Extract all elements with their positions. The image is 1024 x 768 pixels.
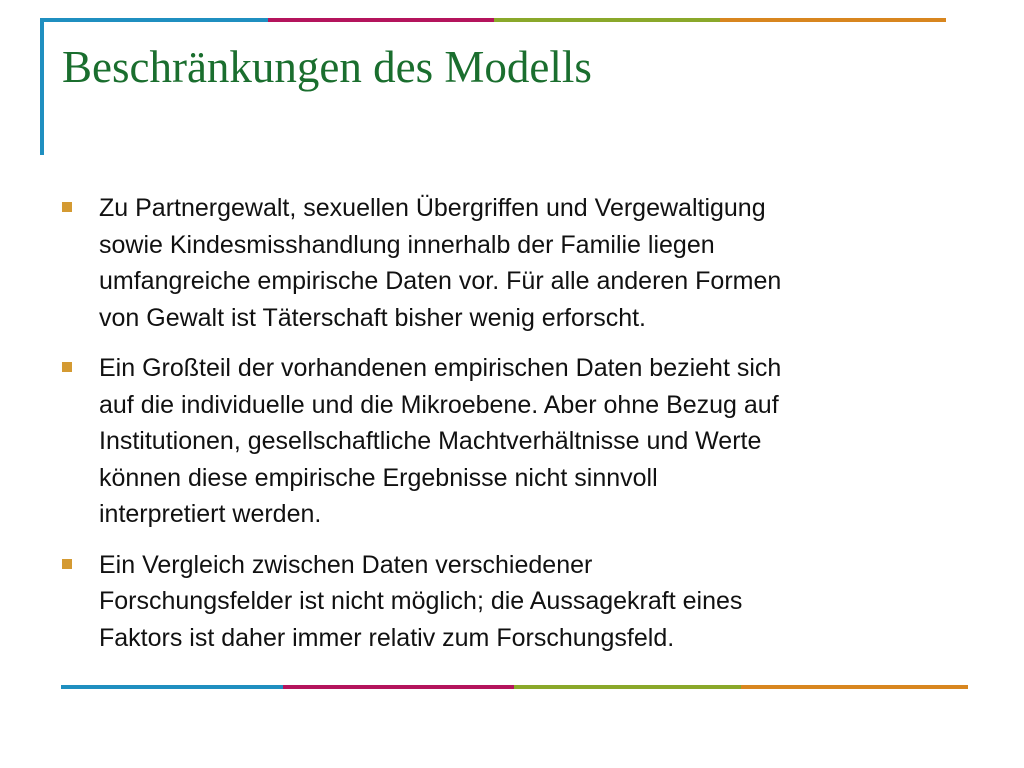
- left-accent-bar: [40, 18, 44, 155]
- stripe-segment-blue: [42, 18, 268, 22]
- text-line: sowie Kindesmisshandlung innerhalb der Familie liegen: [99, 230, 715, 259]
- bullet-text: [99, 547, 962, 657]
- bullet-item-3: [62, 547, 962, 657]
- bottom-color-stripe: [61, 685, 968, 689]
- square-bullet-icon: [62, 202, 72, 212]
- bullet-item-2: [62, 350, 962, 533]
- text-line: von Gewalt ist Täterschaft bisher wenig erforscht.: [99, 303, 646, 332]
- text-line: umfangreiche empirische Daten vor. Für alle anderen Formen: [99, 267, 782, 295]
- top-color-stripe: [42, 18, 946, 22]
- text-line: Zu Partnergewalt, sexuellen Übergriffen und Vergewaltigung: [99, 194, 766, 222]
- stripe-segment-orange: [720, 18, 946, 22]
- stripe-segment-orange: [741, 685, 968, 689]
- square-bullet-icon: [62, 559, 72, 569]
- text-line: Forschungsfelder ist nicht möglich; die Aussagekraft eines: [99, 587, 743, 615]
- stripe-segment-blue: [61, 685, 283, 689]
- bullet-item-1: [62, 190, 962, 336]
- text-line: Ein Großteil der vorhandenen empirischen Daten bezieht sich: [99, 354, 782, 382]
- stripe-segment-magenta: [283, 685, 514, 689]
- slide-title: Beschränkungen des Modells: [62, 42, 592, 92]
- text-line: können diese empirische Ergebnisse nicht sinnvoll: [99, 463, 658, 492]
- text-line: Ein Vergleich zwischen Daten verschiedener: [99, 550, 593, 579]
- text-line: Faktors ist daher immer relativ zum Forschungsfeld.: [99, 623, 675, 652]
- text-line: Institutionen, gesellschaftliche Machtverhältnisse und Werte: [99, 427, 762, 455]
- bullet-text: [99, 190, 962, 336]
- square-bullet-icon: [62, 362, 72, 372]
- text-line: interpretiert werden.: [99, 500, 322, 528]
- stripe-segment-green: [494, 18, 720, 22]
- stripe-segment-magenta: [268, 18, 494, 22]
- text-line: auf die individuelle und die Mikroebene. Aber ohne Bezug auf: [99, 390, 779, 419]
- bullet-text: [99, 350, 962, 533]
- stripe-segment-green: [514, 685, 741, 689]
- bullet-list: [62, 190, 962, 670]
